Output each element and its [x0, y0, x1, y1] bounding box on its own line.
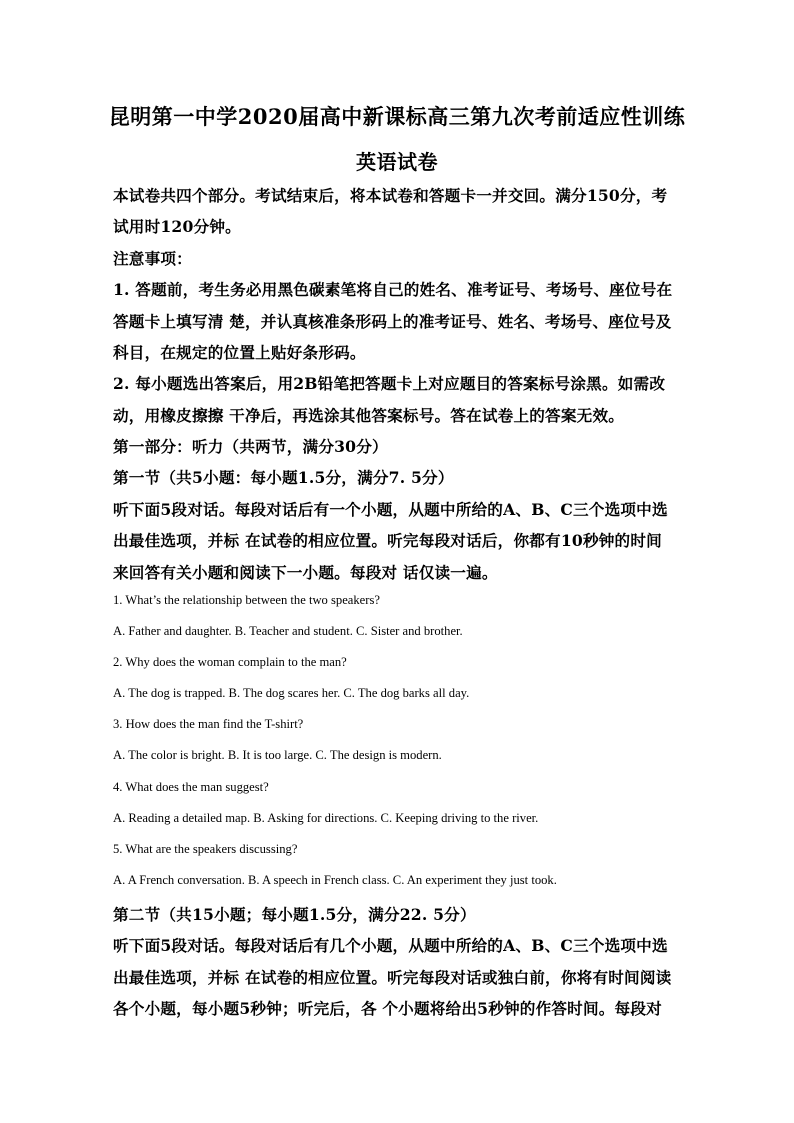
section1-heading: 第一节（共5小题：每小题1.5分，满分7. 5分） — [113, 468, 454, 487]
instruction-line: 出最佳选项，并标 在试卷的相应位置。听完每段对话或独白前，你将有时间阅读 — [113, 968, 672, 987]
exam-title: 昆明第一中学2020届高中新课标高三第九次考前适应性训练 — [108, 104, 686, 129]
notice-line: 答题卡上填写清 楚，并认真核准条形码上的准考证号、姓名、考场号、座位号及 — [113, 312, 672, 331]
notice-line: 2. 每小题选出答案后，用2B铅笔把答题卡上对应题目的答案标号涂黑。如需改 — [113, 374, 666, 393]
question-stem: 3. How does the man find the T-shirt? — [113, 717, 304, 731]
instruction-line: 来回答有关小题和阅读下一小题。每段对 话仅读一遍。 — [113, 563, 498, 582]
question-options: A. Reading a detailed map. B. Asking for directions. C. Keeping driving to the river. — [113, 811, 539, 825]
question-options: A. Father and daughter. B. Teacher and student. C. Sister and brother. — [113, 624, 463, 638]
question-options: A. A French conversation. B. A speech in French class. C. An experiment they just took. — [113, 873, 557, 887]
notice-line: 1. 答题前，考生务必用黑色碳素笔将自己的姓名、准考证号、考场号、座位号在 — [113, 280, 673, 299]
intro-line: 本试卷共四个部分。考试结束后，将本试卷和答题卡一并交回。满分150分，考 — [113, 186, 668, 205]
question-stem: 2. Why does the woman complain to the man? — [113, 655, 347, 669]
instruction-line: 出最佳选项，并标 在试卷的相应位置。听完每段对话后，你都有10秒钟的时间 — [113, 531, 662, 550]
question-stem: 4. What does the man suggest? — [113, 780, 269, 794]
instruction-line: 各个小题，每小题5秒钟；听完后，各 个小题将给出5秒钟的作答时间。每段对 — [113, 999, 662, 1018]
question-options: A. The dog is trapped. B. The dog scares her. C. The dog barks all day. — [113, 686, 470, 700]
intro-line: 试用时120分钟。 — [113, 217, 241, 236]
notice-heading: 注意事项： — [113, 249, 192, 268]
notice-line: 科目，在规定的位置上贴好条形码。 — [113, 343, 366, 362]
exam-subtitle: 英语试卷 — [356, 150, 438, 174]
notice-line: 动，用橡皮擦擦 干净后，再选涂其他答案标号。答在试卷上的答案无效。 — [113, 406, 625, 425]
section2-heading: 第二节（共15小题；每小题1.5分，满分22. 5分） — [113, 905, 476, 924]
question-options: A. The color is bright. B. It is too large. C. The design is modern. — [113, 748, 442, 762]
instruction-line: 听下面5段对话。每段对话后有几个小题，从题中所给的A、B、C三个选项中选 — [113, 936, 668, 955]
question-stem: 5. What are the speakers discussing? — [113, 842, 298, 856]
part1-heading: 第一部分：听力（共两节，满分30分） — [113, 437, 388, 456]
instruction-line: 听下面5段对话。每段对话后有一个小题，从题中所给的A、B、C三个选项中选 — [113, 500, 668, 519]
question-stem: 1. What’s the relationship between the two speakers? — [113, 593, 380, 607]
